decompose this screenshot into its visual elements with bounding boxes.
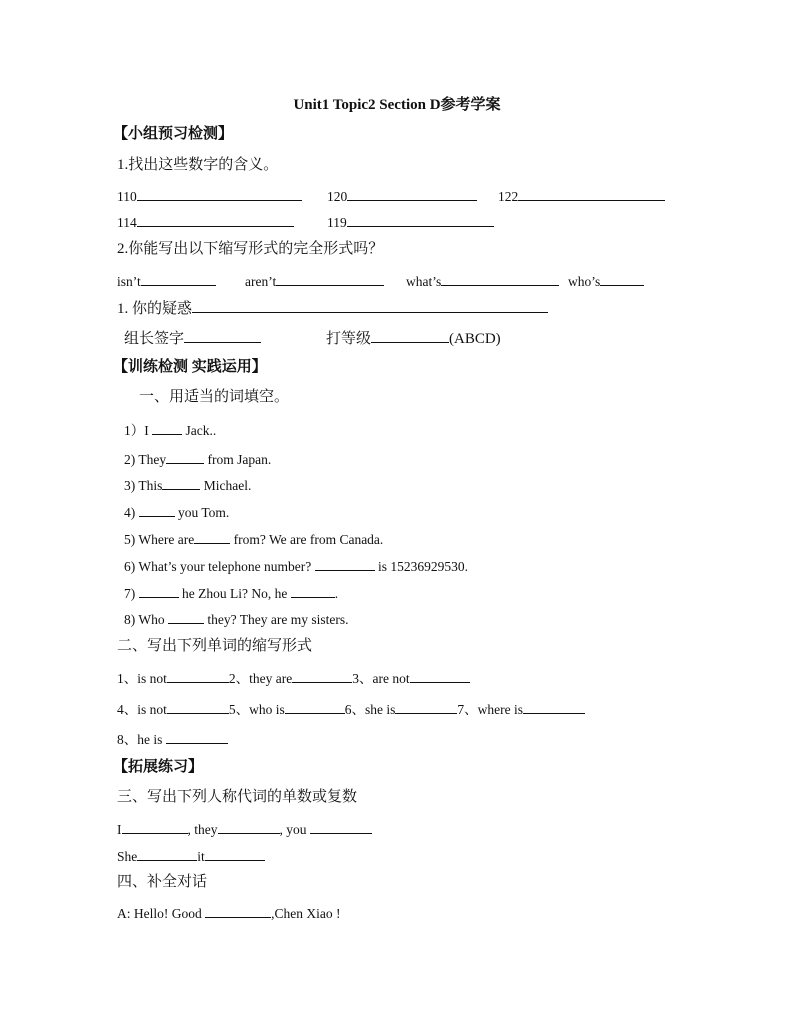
text-segment: 4) [124,505,136,520]
sign-blank[interactable] [184,328,261,343]
answer-blank[interactable] [600,271,644,286]
answer-blank[interactable] [292,668,352,683]
fill-item-7 [124,583,338,603]
answer-blank[interactable] [395,699,457,714]
text-segment: 1、is not [117,671,167,686]
text-segment: from Japan. [204,452,272,467]
answer-blank[interactable] [205,903,271,918]
answer-blank[interactable] [167,699,229,714]
question-2: 2.你能写出以下缩写形式的完全形式吗？ [117,241,384,257]
contraction-row-3 [117,729,228,749]
text-segment: he Zhou Li? No, he [178,586,288,601]
text-segment: , you [279,822,307,837]
answer-blank[interactable] [168,609,204,624]
text-segment: 6) What’s your telephone number? [124,559,312,574]
text-segment: is 15236929530. [374,559,468,574]
answer-blank[interactable] [218,819,280,834]
answer-blank[interactable] [152,420,182,435]
answer-blank[interactable] [122,819,188,834]
text-segment: they? They are my sisters. [204,612,349,627]
answer-blank[interactable] [166,729,228,744]
answer-blank[interactable] [137,846,197,861]
section-heading-extension: 【拓展练习】 [113,759,204,775]
text-segment: I [117,822,122,837]
text-segment: 5) Where are [124,532,195,547]
answer-blank[interactable] [137,212,294,227]
part-2-heading: 二、写出下列单词的缩写形式 [117,638,313,654]
text-segment: you Tom. [174,505,230,520]
text-segment: 3) This [124,478,163,493]
text-segment: Jack.. [185,423,217,438]
text-segment: ,Chen Xiao ! [271,906,341,921]
doubt-blank[interactable] [192,298,548,313]
text-segment: 3、are not [352,671,410,686]
grade-blank[interactable] [371,328,449,343]
text-segment: from? We are from Canada. [230,532,384,547]
dialogue-line-a [117,903,340,923]
contraction-row-2 [117,699,585,719]
text-segment: 2、they are [228,671,293,686]
section-heading-preview: 【小组预习检测】 [113,126,234,142]
answer-blank[interactable] [194,529,230,544]
answer-blank[interactable] [141,271,216,286]
fill-item-5 [124,529,383,549]
abbr-label: isn’t [117,274,141,289]
question-1: 1.找出这些数字的含义。 [117,157,279,173]
part-1-heading: 一、用适当的词填空。 [139,389,290,405]
abbr-label: who’s [568,274,601,289]
number-label: 120 [327,189,348,204]
text-segment: 5、who is [228,702,285,717]
fill-item-4 [124,502,229,522]
doubt-row [117,298,548,318]
pronoun-row-2 [117,846,265,866]
doubt-label: 1. 你的疑惑 [117,301,193,317]
text-segment: 6、she is [344,702,396,717]
text-segment: , they [187,822,218,837]
contraction-row-1 [117,668,470,688]
text-segment: She [117,849,138,864]
answer-blank[interactable] [166,449,204,464]
number-label: 110 [117,189,137,204]
answer-blank[interactable] [441,271,559,286]
text-segment: Michael. [200,478,252,493]
page-title: Unit1 Topic2 Section D参考学案 [293,97,501,113]
text-segment: . [334,586,339,601]
answer-blank[interactable] [162,475,200,490]
fill-item-2 [124,449,271,469]
answer-blank[interactable] [139,583,179,598]
text-segment: A: Hello! Good [117,906,202,921]
answer-blank[interactable] [310,819,372,834]
pronoun-row-1 [117,819,372,839]
text-segment: 1）I [124,423,149,438]
grade-label: 打等级 [326,331,372,347]
text-segment: 7) [124,586,136,601]
fill-item-3 [124,475,251,495]
answer-blank[interactable] [410,668,470,683]
text-segment: 8、he is [117,732,163,747]
answer-blank[interactable] [518,186,665,201]
answer-blank[interactable] [276,271,384,286]
text-segment: 7、where is [457,702,524,717]
text-segment: 4、is not [117,702,167,717]
text-segment: 8) Who [124,612,165,627]
fill-item-1 [124,420,216,440]
grade-options: (ABCD) [449,331,501,347]
section-heading-practice: 【训练检测 实践运用】 [113,359,267,375]
answer-blank[interactable] [137,186,302,201]
fill-item-6 [124,556,468,576]
answer-blank[interactable] [291,583,335,598]
number-label: 114 [117,215,137,230]
answer-blank[interactable] [315,556,375,571]
answer-blank[interactable] [347,212,494,227]
number-label: 119 [327,215,347,230]
sign-label: 组长签字 [124,331,185,347]
part-3-heading: 三、写出下列人称代词的单数或复数 [117,789,358,805]
answer-blank[interactable] [167,668,229,683]
text-segment: it [197,849,205,864]
text-segment: 2) They [124,452,167,467]
abbr-label: aren’t [245,274,277,289]
answer-blank[interactable] [523,699,585,714]
answer-blank[interactable] [347,186,477,201]
part-4-heading: 四、补全对话 [117,874,208,890]
number-label: 122 [498,189,519,204]
abbr-label: what’s [406,274,442,289]
answer-blank[interactable] [285,699,345,714]
answer-blank[interactable] [139,502,175,517]
answer-blank[interactable] [205,846,265,861]
fill-item-8 [124,609,348,629]
